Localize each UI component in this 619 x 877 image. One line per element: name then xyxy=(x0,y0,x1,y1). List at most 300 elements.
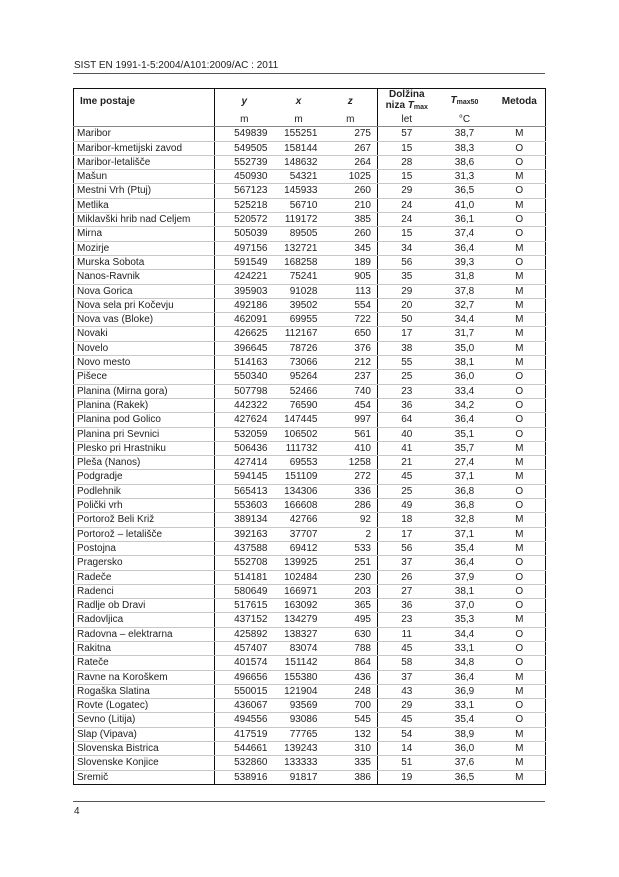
series-length-cell: 58 xyxy=(378,656,436,670)
station-name-cell: Mašun xyxy=(74,170,215,184)
table-row xyxy=(74,427,546,441)
y-coordinate-cell: 507798 xyxy=(215,384,274,398)
elevation-cell: 650 xyxy=(324,327,378,341)
station-name-cell: Planina pri Sevnici xyxy=(74,427,215,441)
method-cell: O xyxy=(494,213,546,227)
series-length-cell: 17 xyxy=(378,327,436,341)
x-coordinate-cell: 93086 xyxy=(274,713,324,727)
elevation-cell: 189 xyxy=(324,255,378,269)
table-row xyxy=(74,184,546,198)
x-coordinate-cell: 75241 xyxy=(274,270,324,284)
y-coordinate-cell: 494556 xyxy=(215,713,274,727)
table-row xyxy=(74,127,546,141)
x-coordinate-cell: 93569 xyxy=(274,699,324,713)
method-cell: M xyxy=(494,270,546,284)
elevation-cell: 700 xyxy=(324,699,378,713)
elevation-cell: 92 xyxy=(324,513,378,527)
y-coordinate-cell: 532860 xyxy=(215,756,274,770)
y-coordinate-cell: 525218 xyxy=(215,198,274,212)
tmax50-cell: 34,8 xyxy=(436,656,494,670)
tmax50-cell: 38,1 xyxy=(436,356,494,370)
tmax50-cell: 38,1 xyxy=(436,584,494,598)
table-row xyxy=(74,641,546,655)
station-name-cell: Portorož – letališče xyxy=(74,527,215,541)
table-row xyxy=(74,141,546,155)
station-name-cell: Planina (Rakek) xyxy=(74,398,215,412)
method-cell: M xyxy=(494,684,546,698)
series-length-cell: 23 xyxy=(378,384,436,398)
series-length-cell: 56 xyxy=(378,255,436,269)
y-coordinate-cell: 544661 xyxy=(215,742,274,756)
elevation-cell: 260 xyxy=(324,184,378,198)
station-name-cell: Podlehnik xyxy=(74,484,215,498)
station-name-cell: Nova vas (Bloke) xyxy=(74,313,215,327)
table-row xyxy=(74,170,546,184)
station-name-cell: Pragersko xyxy=(74,556,215,570)
series-length-cell: 40 xyxy=(378,427,436,441)
station-name-cell: Novo mesto xyxy=(74,356,215,370)
station-name-cell: Slovenske Konjice xyxy=(74,756,215,770)
station-name-cell: Maribor-letališče xyxy=(74,155,215,169)
x-coordinate-cell: 134306 xyxy=(274,484,324,498)
table-row xyxy=(74,727,546,741)
x-coordinate-cell: 78726 xyxy=(274,341,324,355)
method-cell: O xyxy=(494,584,546,598)
x-coordinate-cell: 106502 xyxy=(274,427,324,441)
series-length-cell: 57 xyxy=(378,127,436,141)
elevation-cell: 260 xyxy=(324,227,378,241)
station-name-cell: Miklavški hrib nad Celjem xyxy=(74,213,215,227)
tmax50-cell: 36,4 xyxy=(436,241,494,255)
x-coordinate-cell: 102484 xyxy=(274,570,324,584)
method-cell: M xyxy=(494,441,546,455)
x-coordinate-cell: 73066 xyxy=(274,356,324,370)
table-row xyxy=(74,584,546,598)
x-coordinate-cell: 151109 xyxy=(274,470,324,484)
y-coordinate-cell: 450930 xyxy=(215,170,274,184)
x-coordinate-cell: 151142 xyxy=(274,656,324,670)
y-coordinate-cell: 552739 xyxy=(215,155,274,169)
table-row xyxy=(74,413,546,427)
station-name-cell: Rakitna xyxy=(74,641,215,655)
series-length-cell: 45 xyxy=(378,470,436,484)
header-station-name: Ime postaje xyxy=(80,95,136,107)
station-name-cell: Plesko pri Hrastniku xyxy=(74,441,215,455)
method-cell: O xyxy=(494,384,546,398)
tmax50-cell: 34,4 xyxy=(436,313,494,327)
table-row xyxy=(74,441,546,455)
method-cell: M xyxy=(494,127,546,141)
x-coordinate-cell: 166608 xyxy=(274,499,324,513)
series-length-cell: 17 xyxy=(378,527,436,541)
tmax50-cell: 33,1 xyxy=(436,641,494,655)
station-name-cell: Sremič xyxy=(77,771,109,783)
station-name-cell: Slap (Vipava) xyxy=(74,727,215,741)
x-coordinate-cell: 112167 xyxy=(274,327,324,341)
table-row xyxy=(74,713,546,727)
x-coordinate-cell: 77765 xyxy=(274,727,324,741)
y-coordinate-cell: 492186 xyxy=(215,298,274,312)
tmax50-cell: 36,5 xyxy=(436,184,494,198)
y-coordinate-cell: 552708 xyxy=(215,556,274,570)
tmax50-cell: 38,7 xyxy=(436,127,494,141)
y-coordinate-cell: 497156 xyxy=(215,241,274,255)
method-cell: M xyxy=(494,613,546,627)
elevation-cell: 630 xyxy=(324,627,378,641)
method-cell: M xyxy=(494,727,546,741)
x-coordinate-cell: 134279 xyxy=(274,613,324,627)
y-coordinate-cell: 565413 xyxy=(215,484,274,498)
unit-method xyxy=(494,113,546,127)
method-cell: M xyxy=(494,170,546,184)
station-name-cell: Metlika xyxy=(74,198,215,212)
elevation-cell: 376 xyxy=(324,341,378,355)
tmax50-cell: 38,9 xyxy=(436,727,494,741)
y-coordinate-cell: 436067 xyxy=(215,699,274,713)
elevation-cell: 248 xyxy=(324,684,378,698)
y-coordinate-cell: 396645 xyxy=(215,341,274,355)
x-coordinate-cell: 145933 xyxy=(274,184,324,198)
elevation-cell: 237 xyxy=(324,370,378,384)
method-cell: O xyxy=(494,556,546,570)
table-row xyxy=(74,255,546,269)
elevation-cell: 132 xyxy=(324,727,378,741)
method-cell: O xyxy=(494,227,546,241)
series-length-cell: 27 xyxy=(378,584,436,598)
tmax50-cell: 35,0 xyxy=(436,341,494,355)
method-cell: O xyxy=(494,599,546,613)
method-cell: O xyxy=(494,255,546,269)
station-name-cell: Nova sela pri Kočevju xyxy=(74,298,215,312)
y-coordinate-cell: 437152 xyxy=(215,613,274,627)
y-coordinate-cell: 437588 xyxy=(215,541,274,555)
tmax50-cell: 38,6 xyxy=(436,155,494,169)
method-cell: O xyxy=(494,484,546,498)
elevation-cell: 905 xyxy=(324,270,378,284)
elevation-cell: 495 xyxy=(324,613,378,627)
y-coordinate-cell: 417519 xyxy=(215,727,274,741)
station-name-cell: Murska Sobota xyxy=(74,255,215,269)
series-length-cell: 24 xyxy=(378,213,436,227)
series-length-cell: 45 xyxy=(378,713,436,727)
x-coordinate-cell: 39502 xyxy=(274,298,324,312)
x-coordinate-cell: 69412 xyxy=(274,541,324,555)
tmax50-cell: 37,4 xyxy=(436,227,494,241)
series-length-cell: 15 xyxy=(378,227,436,241)
method-cell: O xyxy=(494,184,546,198)
series-length-cell: 37 xyxy=(378,556,436,570)
y-coordinate-cell: 514181 xyxy=(215,570,274,584)
table-row xyxy=(74,541,546,555)
table-row xyxy=(74,670,546,684)
method-cell: O xyxy=(494,398,546,412)
table-header-row xyxy=(74,89,546,114)
x-coordinate-cell: 76590 xyxy=(274,398,324,412)
tmax50-cell: 36,4 xyxy=(436,670,494,684)
elevation-cell: 385 xyxy=(324,213,378,227)
x-coordinate-cell: 37707 xyxy=(274,527,324,541)
method-cell: O xyxy=(494,370,546,384)
table-units-row xyxy=(74,113,546,127)
tmax50-cell: 36,1 xyxy=(436,213,494,227)
method-cell: M xyxy=(494,198,546,212)
tmax50-cell: 37,1 xyxy=(436,470,494,484)
tmax50-cell: 31,7 xyxy=(436,327,494,341)
y-coordinate-cell: 427414 xyxy=(215,456,274,470)
station-name-cell: Rogaška Slatina xyxy=(74,684,215,698)
header-divider xyxy=(73,73,545,74)
series-length-cell: 15 xyxy=(378,170,436,184)
y-coordinate-cell: 517615 xyxy=(215,599,274,613)
table-row xyxy=(74,556,546,570)
elevation-cell: 203 xyxy=(324,584,378,598)
station-name-cell: Maribor xyxy=(74,127,215,141)
elevation-cell: 272 xyxy=(324,470,378,484)
tmax50-cell: 31,3 xyxy=(436,170,494,184)
method-cell: O xyxy=(494,713,546,727)
tmax50-cell: 36,5 xyxy=(454,771,475,783)
method-cell: O xyxy=(494,427,546,441)
elevation-cell: 997 xyxy=(324,413,378,427)
y-coordinate-cell: 442322 xyxy=(215,398,274,412)
tmax50-cell: 37,0 xyxy=(436,599,494,613)
method-cell: M xyxy=(494,356,546,370)
x-coordinate-cell: 155251 xyxy=(274,127,324,141)
table-row xyxy=(74,327,546,341)
tmax50-cell: 27,4 xyxy=(436,456,494,470)
station-name-cell: Mirna xyxy=(74,227,215,241)
method-cell: M xyxy=(494,313,546,327)
y-coordinate-cell: 550340 xyxy=(215,370,274,384)
y-coordinate-cell: 549839 xyxy=(215,127,274,141)
y-coordinate-cell: 550015 xyxy=(215,684,274,698)
elevation-cell: 2 xyxy=(324,527,378,541)
series-length-cell: 15 xyxy=(378,141,436,155)
series-length-cell: 24 xyxy=(378,198,436,212)
method-cell: M xyxy=(494,241,546,255)
x-coordinate-cell: 56710 xyxy=(274,198,324,212)
series-length-cell: 23 xyxy=(378,613,436,627)
series-length-cell: 29 xyxy=(378,184,436,198)
series-length-cell: 37 xyxy=(378,670,436,684)
tmax50-cell: 34,4 xyxy=(436,627,494,641)
x-coordinate-cell: 83074 xyxy=(274,641,324,655)
tmax50-cell: 36,0 xyxy=(436,742,494,756)
series-length-cell: 28 xyxy=(378,155,436,169)
station-name-cell: Nova Gorica xyxy=(74,284,215,298)
tmax50-cell: 35,3 xyxy=(436,613,494,627)
elevation-cell: 788 xyxy=(324,641,378,655)
series-length-cell: 35 xyxy=(378,270,436,284)
y-coordinate-cell: 594145 xyxy=(215,470,274,484)
station-name-cell: Mestni Vrh (Ptuj) xyxy=(74,184,215,198)
header-x: x xyxy=(295,95,302,107)
station-name-cell: Polički vrh xyxy=(74,499,215,513)
y-coordinate-cell: 567123 xyxy=(215,184,274,198)
y-coordinate-cell: 457407 xyxy=(215,641,274,655)
series-length-cell: 56 xyxy=(378,541,436,555)
x-coordinate-cell: 91028 xyxy=(274,284,324,298)
table-row xyxy=(74,499,546,513)
tmax50-cell: 33,4 xyxy=(436,384,494,398)
x-coordinate-cell: 163092 xyxy=(274,599,324,613)
tmax50-cell: 37,8 xyxy=(436,284,494,298)
y-coordinate-cell: 591549 xyxy=(215,255,274,269)
y-coordinate-cell: 392163 xyxy=(215,527,274,541)
table-row xyxy=(74,198,546,212)
tmax50-cell: 36,8 xyxy=(436,499,494,513)
series-length-cell: 51 xyxy=(378,756,436,770)
table-row xyxy=(74,298,546,312)
y-coordinate-cell: 462091 xyxy=(215,313,274,327)
method-cell: M xyxy=(494,670,546,684)
table-row xyxy=(74,341,546,355)
method-cell: O xyxy=(494,413,546,427)
elevation-cell: 1258 xyxy=(324,456,378,470)
series-length-cell: 50 xyxy=(378,313,436,327)
elevation-cell: 212 xyxy=(324,356,378,370)
elevation-cell: 336 xyxy=(324,484,378,498)
y-coordinate-cell: 389134 xyxy=(215,513,274,527)
elevation-cell: 345 xyxy=(324,241,378,255)
elevation-cell: 386 xyxy=(354,771,371,783)
series-length-cell: 26 xyxy=(378,570,436,584)
x-coordinate-cell: 69955 xyxy=(274,313,324,327)
x-coordinate-cell: 168258 xyxy=(274,255,324,269)
elevation-cell: 365 xyxy=(324,599,378,613)
unit-z: m xyxy=(324,113,378,127)
y-coordinate-cell: 538916 xyxy=(215,770,274,784)
tmax50-cell: 32,8 xyxy=(436,513,494,527)
method-cell: O xyxy=(494,699,546,713)
station-name-cell: Novaki xyxy=(74,327,215,341)
method-cell: M xyxy=(494,284,546,298)
series-length-cell: 45 xyxy=(378,641,436,655)
x-coordinate-cell: 42766 xyxy=(274,513,324,527)
method-cell: M xyxy=(494,341,546,355)
table-row xyxy=(74,513,546,527)
series-length-cell: 55 xyxy=(378,356,436,370)
station-name-cell: Radovljica xyxy=(74,613,215,627)
x-coordinate-cell: 155380 xyxy=(274,670,324,684)
method-cell: O xyxy=(494,656,546,670)
x-coordinate-cell: 158144 xyxy=(274,141,324,155)
x-coordinate-cell: 52466 xyxy=(274,384,324,398)
elevation-cell: 310 xyxy=(324,742,378,756)
tmax50-cell: 35,4 xyxy=(436,713,494,727)
station-name-cell: Maribor-kmetijski zavod xyxy=(74,141,215,155)
header-z: z xyxy=(347,95,353,107)
series-length-cell: 20 xyxy=(378,298,436,312)
station-name-cell: Pleša (Nanos) xyxy=(74,456,215,470)
x-coordinate-cell: 95264 xyxy=(274,370,324,384)
tmax50-cell: 34,2 xyxy=(436,398,494,412)
elevation-cell: 1025 xyxy=(324,170,378,184)
unit-length: let xyxy=(378,113,436,127)
station-name-cell: Mozirje xyxy=(74,241,215,255)
series-length-cell: 29 xyxy=(378,284,436,298)
table-row xyxy=(74,684,546,698)
series-length-cell: 43 xyxy=(378,684,436,698)
y-coordinate-cell: 532059 xyxy=(215,427,274,441)
elevation-cell: 533 xyxy=(324,541,378,555)
method-cell: O xyxy=(494,141,546,155)
station-name-cell: Radlje ob Dravi xyxy=(74,599,215,613)
method-cell: M xyxy=(494,541,546,555)
series-length-cell: 25 xyxy=(378,370,436,384)
tmax50-cell: 36,4 xyxy=(436,413,494,427)
tmax50-cell: 35,1 xyxy=(436,427,494,441)
elevation-cell: 264 xyxy=(324,155,378,169)
table-row xyxy=(74,742,546,756)
tmax50-cell: 31,8 xyxy=(436,270,494,284)
method-cell: O xyxy=(494,570,546,584)
elevation-cell: 554 xyxy=(324,298,378,312)
station-name-cell: Slovenska Bistrica xyxy=(74,742,215,756)
method-cell: M xyxy=(494,742,546,756)
method-cell: O xyxy=(494,155,546,169)
page-number: 4 xyxy=(74,806,80,817)
header-method: Metoda xyxy=(501,95,537,107)
unit-name xyxy=(74,113,215,127)
table-row xyxy=(74,570,546,584)
y-coordinate-cell: 506436 xyxy=(215,441,274,455)
station-name-cell: Planina (Mirna gora) xyxy=(74,384,215,398)
tmax50-cell: 37,9 xyxy=(436,570,494,584)
series-length-cell: 54 xyxy=(378,727,436,741)
y-coordinate-cell: 505039 xyxy=(215,227,274,241)
station-name-cell: Pišece xyxy=(74,370,215,384)
table-row xyxy=(74,656,546,670)
x-coordinate-cell: 69553 xyxy=(274,456,324,470)
method-cell: M xyxy=(494,456,546,470)
station-name-cell: Radenci xyxy=(74,584,215,598)
series-length-cell: 14 xyxy=(378,742,436,756)
method-cell: O xyxy=(494,627,546,641)
y-coordinate-cell: 427624 xyxy=(215,413,274,427)
table-row xyxy=(74,484,546,498)
table-row xyxy=(74,456,546,470)
tmax50-cell: 35,4 xyxy=(436,541,494,555)
elevation-cell: 454 xyxy=(324,398,378,412)
x-coordinate-cell: 111732 xyxy=(274,441,324,455)
table-row xyxy=(74,155,546,169)
x-coordinate-cell: 89505 xyxy=(274,227,324,241)
y-coordinate-cell: 425892 xyxy=(215,627,274,641)
station-name-cell: Rateče xyxy=(74,656,215,670)
x-coordinate-cell: 139925 xyxy=(274,556,324,570)
table-row xyxy=(74,284,546,298)
elevation-cell: 436 xyxy=(324,670,378,684)
y-coordinate-cell: 580649 xyxy=(215,584,274,598)
x-coordinate-cell: 132721 xyxy=(274,241,324,255)
method-cell: M xyxy=(494,513,546,527)
elevation-cell: 561 xyxy=(324,427,378,441)
method-cell: M xyxy=(494,527,546,541)
elevation-cell: 545 xyxy=(324,713,378,727)
series-length-cell: 29 xyxy=(378,699,436,713)
x-coordinate-cell: 138327 xyxy=(274,627,324,641)
method-cell: O xyxy=(494,499,546,513)
y-coordinate-cell: 496656 xyxy=(215,670,274,684)
tmax50-cell: 36,0 xyxy=(436,370,494,384)
table-row xyxy=(74,527,546,541)
table-row xyxy=(74,398,546,412)
document-header: SIST EN 1991-1-5:2004/A101:2009/AC : 2011 xyxy=(74,60,279,71)
table-row xyxy=(74,699,546,713)
elevation-cell: 410 xyxy=(324,441,378,455)
header-series-length: Dolžina niza $T_{max}$ xyxy=(378,89,436,114)
